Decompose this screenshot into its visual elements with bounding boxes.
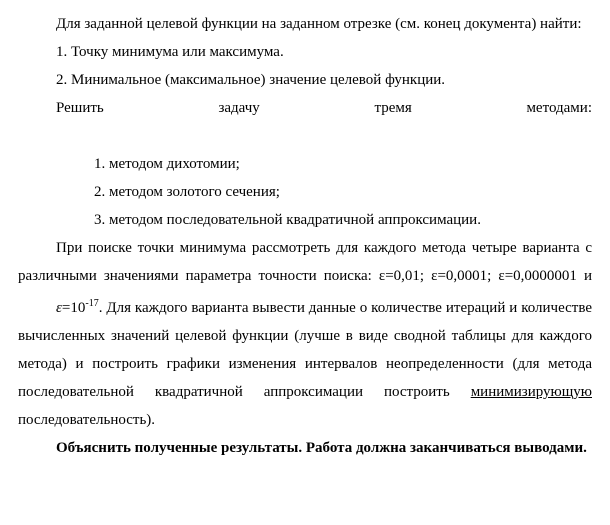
search-details-paragraph [18,234,592,434]
task-item-2: 2. Минимальное (максимальное) значение целевой функции. [56,72,446,88]
equals-sign: = [61,300,71,316]
underlined-term: минимизирующую [470,384,592,400]
search-text-part-3: последовательность). [18,412,156,428]
formula-exponent: -17 [85,298,99,309]
intro-paragraph: Для заданной целевой функции на заданном отрезке (см. конец документа) найти: [56,16,582,32]
methods-lead-paragraph: Решить задачу тремя методами: [56,100,592,116]
method-item-1: 1. методом дихотомии; [94,156,240,172]
search-text-part-2: . Для каждого варианта вывести данные о количестве итераций и количестве вычисленных значений целевой функции (лучше в виде сводной таблицы для каждого метода) и построить графики изменения интервалов неопределенности (для метода последовательной квадратичной аппроксимации построить [18,300,592,400]
method-item-2: 2. методом золотого сечения; [94,184,280,200]
epsilon-formula [18,290,99,322]
task-item-1: 1. Точку минимума или максимума. [56,44,284,60]
conclusion-paragraph: Объяснить полученные результаты. Работа должна заканчиваться выводами. [56,440,587,456]
search-text-part-1: При поиске точки минимума рассмотреть для каждого метода четыре варианта с различными значениями параметра точности поиска: ε=0,01; ε=0,0001; ε=0,0000001 и [18,240,592,284]
formula-base: 10 [70,300,86,316]
epsilon-symbol: ε [56,300,62,316]
method-item-3: 3. методом последовательной квадратичной аппроксимации. [94,212,481,228]
